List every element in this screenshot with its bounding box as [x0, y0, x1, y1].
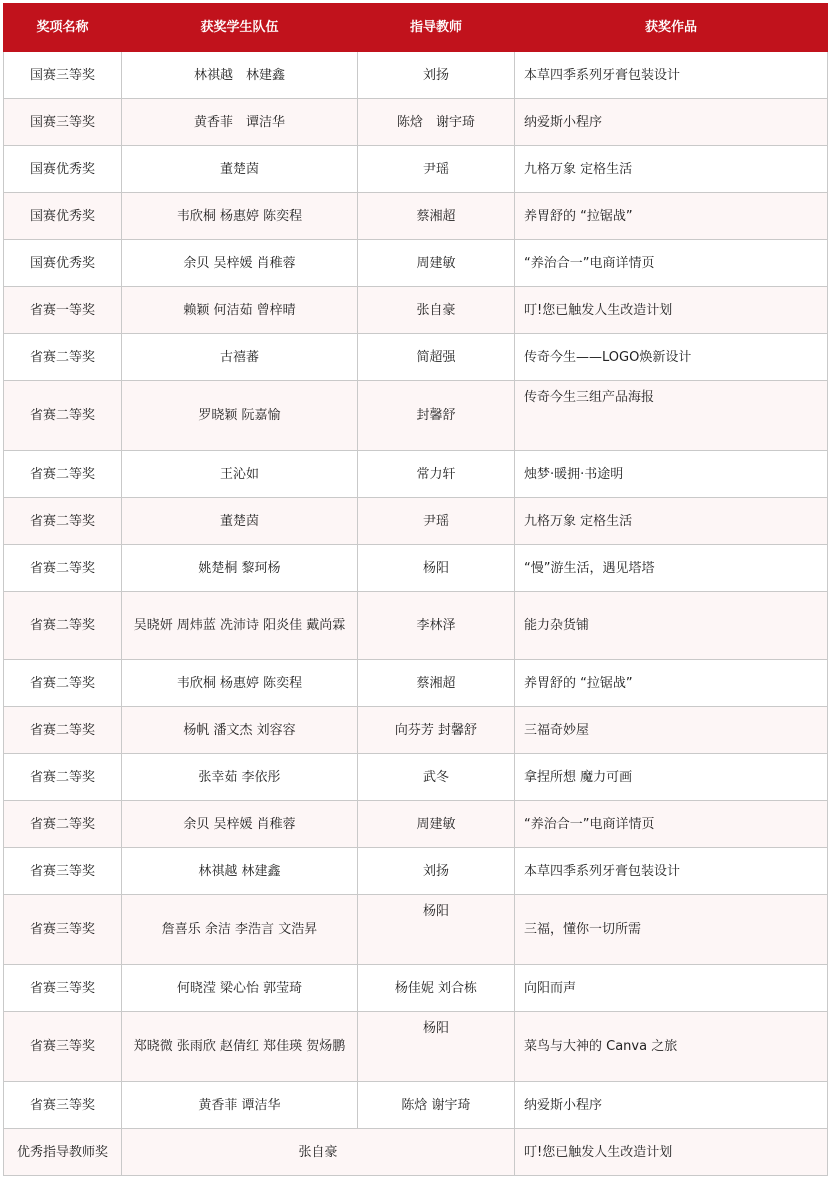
teacher-cell: 周建敏 — [358, 240, 515, 287]
teacher-cell: 向芬芳 封馨舒 — [358, 707, 515, 754]
table-row — [4, 381, 828, 451]
award-cell: 优秀指导教师奖 — [4, 1129, 122, 1176]
award-cell: 国赛优秀奖 — [4, 193, 122, 240]
work-cell: 三福，懂你一切所需 — [515, 895, 828, 965]
award-cell: 省赛二等奖 — [4, 660, 122, 707]
award-cell: 省赛二等奖 — [4, 381, 122, 451]
teacher-cell: 简超强 — [358, 334, 515, 381]
table-row — [4, 146, 828, 193]
work-cell: 纳爱斯小程序 — [515, 1082, 828, 1129]
header-award-name: 奖项名称 — [4, 4, 122, 52]
work-cell: 养胃舒的 “拉锯战” — [515, 193, 828, 240]
team-cell: 何晓滢 梁心怡 郭莹琦 — [122, 965, 358, 1012]
teacher-cell: 杨佳妮 刘合栋 — [358, 965, 515, 1012]
work-cell: 向阳而声 — [515, 965, 828, 1012]
work-cell: 叮!您已触发人生改造计划 — [515, 1129, 828, 1176]
team-cell: 郑晓微 张雨欣 赵倩红 郑佳瑛 贺炀鹏 — [122, 1012, 358, 1082]
award-cell: 省赛三等奖 — [4, 1012, 122, 1082]
table-row — [4, 545, 828, 592]
work-cell: “养治合一”电商详情页 — [515, 801, 828, 848]
team-cell: 韦欣桐 杨惠婷 陈奕程 — [122, 660, 358, 707]
work-cell: 能力杂货铺 — [515, 592, 828, 660]
teacher-cell: 张自豪 — [122, 1129, 515, 1176]
teacher-cell: 陈焓 谢宇琦 — [358, 1082, 515, 1129]
team-cell: 余贝 吴梓媛 肖稚蓉 — [122, 801, 358, 848]
teacher-cell: 尹瑶 — [358, 498, 515, 545]
award-cell: 省赛三等奖 — [4, 965, 122, 1012]
team-cell: 杨帆 潘文杰 刘容容 — [122, 707, 358, 754]
award-cell: 国赛优秀奖 — [4, 146, 122, 193]
table-row — [4, 754, 828, 801]
award-cell: 省赛三等奖 — [4, 895, 122, 965]
table-row — [4, 801, 828, 848]
teacher-cell: 蔡湘超 — [358, 193, 515, 240]
table-row — [4, 592, 828, 660]
table-row — [4, 1012, 828, 1082]
team-cell: 余贝 吴梓媛 肖稚蓉 — [122, 240, 358, 287]
work-cell: 九格万象 定格生活 — [515, 498, 828, 545]
teacher-cell: 杨阳 — [358, 895, 515, 965]
award-cell: 省赛三等奖 — [4, 848, 122, 895]
work-cell: 本草四季系列牙膏包装设计 — [515, 848, 828, 895]
table-row — [4, 52, 828, 99]
work-cell: “养治合一”电商详情页 — [515, 240, 828, 287]
work-cell: 拿捏所想 魔力可画 — [515, 754, 828, 801]
table-row — [4, 240, 828, 287]
team-cell: 王沁如 — [122, 451, 358, 498]
table-row — [4, 707, 828, 754]
work-cell: 纳爱斯小程序 — [515, 99, 828, 146]
team-cell: 赖颖 何洁茹 曾梓晴 — [122, 287, 358, 334]
team-cell: 詹喜乐 余洁 李浩言 文浩昇 — [122, 895, 358, 965]
teacher-cell: 周建敏 — [358, 801, 515, 848]
team-cell: 黄香菲 谭洁华 — [122, 99, 358, 146]
table-row — [4, 334, 828, 381]
teacher-cell: 李林泽 — [358, 592, 515, 660]
team-cell: 黄香菲 谭洁华 — [122, 1082, 358, 1129]
team-cell: 张幸茹 李依彤 — [122, 754, 358, 801]
teacher-cell: 常力轩 — [358, 451, 515, 498]
teacher-cell: 杨阳 — [358, 545, 515, 592]
team-cell: 林祺越 林建鑫 — [122, 848, 358, 895]
award-cell: 国赛优秀奖 — [4, 240, 122, 287]
team-cell: 古禧蕃 — [122, 334, 358, 381]
work-cell: 烛梦·暖拥·书途明 — [515, 451, 828, 498]
work-cell: 传奇今生三组产品海报 — [515, 381, 828, 451]
table-row — [4, 451, 828, 498]
teacher-cell: 武冬 — [358, 754, 515, 801]
teacher-cell: 刘扬 — [358, 52, 515, 99]
award-cell: 省赛二等奖 — [4, 592, 122, 660]
awards-table — [3, 3, 828, 1176]
work-cell: 传奇今生——LOGO焕新设计 — [515, 334, 828, 381]
teacher-cell: 封馨舒 — [358, 381, 515, 451]
header-work: 获奖作品 — [515, 4, 828, 52]
award-cell: 省赛二等奖 — [4, 754, 122, 801]
team-cell: 吴晓妍 周炜蓝 冼沛诗 阳炎佳 戴尚霖 — [122, 592, 358, 660]
work-cell: 九格万象 定格生活 — [515, 146, 828, 193]
table-row — [4, 848, 828, 895]
award-cell: 省赛二等奖 — [4, 334, 122, 381]
award-cell: 国赛三等奖 — [4, 52, 122, 99]
table-row — [4, 965, 828, 1012]
work-cell: 叮!您已触发人生改造计划 — [515, 287, 828, 334]
table-row — [4, 660, 828, 707]
teacher-cell: 尹瑶 — [358, 146, 515, 193]
award-cell: 省赛二等奖 — [4, 801, 122, 848]
teacher-cell: 张自豪 — [358, 287, 515, 334]
header-teacher: 指导教师 — [358, 4, 515, 52]
teacher-cell: 杨阳 — [358, 1012, 515, 1082]
team-cell: 罗晓颖 阮嘉愉 — [122, 381, 358, 451]
teacher-cell: 陈焓 谢宇琦 — [358, 99, 515, 146]
teacher-cell: 蔡湘超 — [358, 660, 515, 707]
award-cell: 省赛一等奖 — [4, 287, 122, 334]
work-cell: 菜鸟与大神的 Canva 之旅 — [515, 1012, 828, 1082]
teacher-cell: 刘扬 — [358, 848, 515, 895]
table-row — [4, 1082, 828, 1129]
table-row — [4, 287, 828, 334]
team-cell: 林祺越 林建鑫 — [122, 52, 358, 99]
table-row — [4, 99, 828, 146]
team-cell: 董楚茵 — [122, 498, 358, 545]
award-cell: 省赛二等奖 — [4, 498, 122, 545]
award-cell: 省赛二等奖 — [4, 545, 122, 592]
work-cell: 本草四季系列牙膏包装设计 — [515, 52, 828, 99]
table-row — [4, 498, 828, 545]
team-cell: 姚楚桐 黎珂杨 — [122, 545, 358, 592]
award-cell: 省赛二等奖 — [4, 707, 122, 754]
table-row — [4, 895, 828, 965]
header-student-team: 获奖学生队伍 — [122, 4, 358, 52]
work-cell: “慢”游生活，遇见塔塔 — [515, 545, 828, 592]
work-cell: 养胃舒的 “拉锯战” — [515, 660, 828, 707]
award-cell: 国赛三等奖 — [4, 99, 122, 146]
table-row-teacher-award — [4, 1129, 828, 1176]
work-cell: 三福奇妙屋 — [515, 707, 828, 754]
table-header-row — [4, 4, 828, 52]
team-cell: 董楚茵 — [122, 146, 358, 193]
award-cell: 省赛三等奖 — [4, 1082, 122, 1129]
table-row — [4, 193, 828, 240]
award-cell: 省赛二等奖 — [4, 451, 122, 498]
team-cell: 韦欣桐 杨惠婷 陈奕程 — [122, 193, 358, 240]
